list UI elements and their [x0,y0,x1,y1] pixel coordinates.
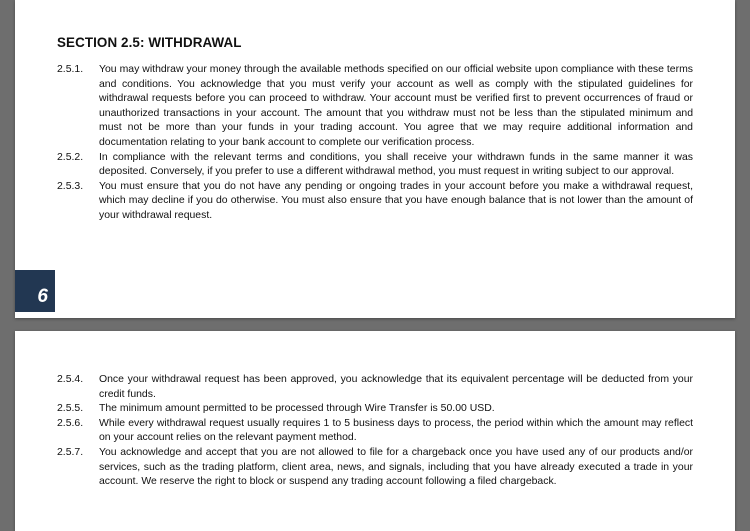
clause-text: The minimum amount permitted to be processed through Wire Transfer is 50.00 USD. [99,403,495,415]
clause-text: While every withdrawal request usually requires 1 to 5 business days to process, the period within which the amount may reflect on your account relies on the relevant payment method. [99,417,693,444]
clause-list-top [57,63,693,224]
clause-number: 2.5.7. [57,446,84,458]
clause-text: In compliance with the relevant terms and conditions, you shall receive your withdrawn funds in the same manner it was deposited. Conversely, if you prefer to use a different withdrawal method, you must request in writing subject to our approval. [99,151,693,178]
clause-text: You may withdraw your money through the available methods specified on our official website upon compliance with these terms and conditions. You acknowledge that you must verify your account as well as comply with the stipulated guidelines for withdrawal requests before you can proceed to withdraw. Your account must be verified first to prevent occurrences of fraud or unauthorized transactions in your account. The amount that you withdraw must not be less than the stipulated minimum and must not be more than your funds in your trading account. You agree that we may require additional information and documentation relating to your bank account to complete our verification process. [99,64,693,148]
page-number-badge [15,270,55,312]
clause-2-5-3 [57,180,693,224]
clause-2-5-1 [57,63,693,151]
clause-text: You acknowledge and accept that you are not allowed to file for a chargeback once you have used any of our products and/or services, such as the trading platform, client area, news, and signals, including that you have already executed a trade in your account. We reserve the right to block or suspend any trading account following a filed chargeback. [99,446,693,488]
clause-2-5-7 [57,446,693,490]
clause-2-5-2 [57,151,693,180]
clause-number: 2.5.6. [57,417,84,429]
clause-number: 2.5.2. [57,151,84,163]
clause-number: 2.5.4. [57,374,84,385]
clause-number: 2.5.3. [57,180,84,192]
clause-list-bottom [57,373,693,490]
document-page-top [15,0,735,318]
clause-2-5-4 [57,373,693,402]
document-page-bottom [15,331,735,531]
clause-number: 2.5.5. [57,403,84,415]
clause-2-5-5 [57,402,693,417]
clause-text: You must ensure that you do not have any pending or ongoing trades in your account before you make a withdrawal request, which may decline if you do otherwise. You must also ensure that you have enough balance that is not lower than the amount of your withdrawal request. [99,180,693,221]
clause-2-5-6 [57,417,693,446]
section-title: SECTION 2.5: WITHDRAWAL [57,35,242,50]
clause-text: Once your withdrawal request has been approved, you acknowledge that its equivalent percentage will be deducted from your credit funds. [99,374,693,400]
page-number: 6 [37,286,48,307]
clause-number: 2.5.1. [57,64,84,75]
